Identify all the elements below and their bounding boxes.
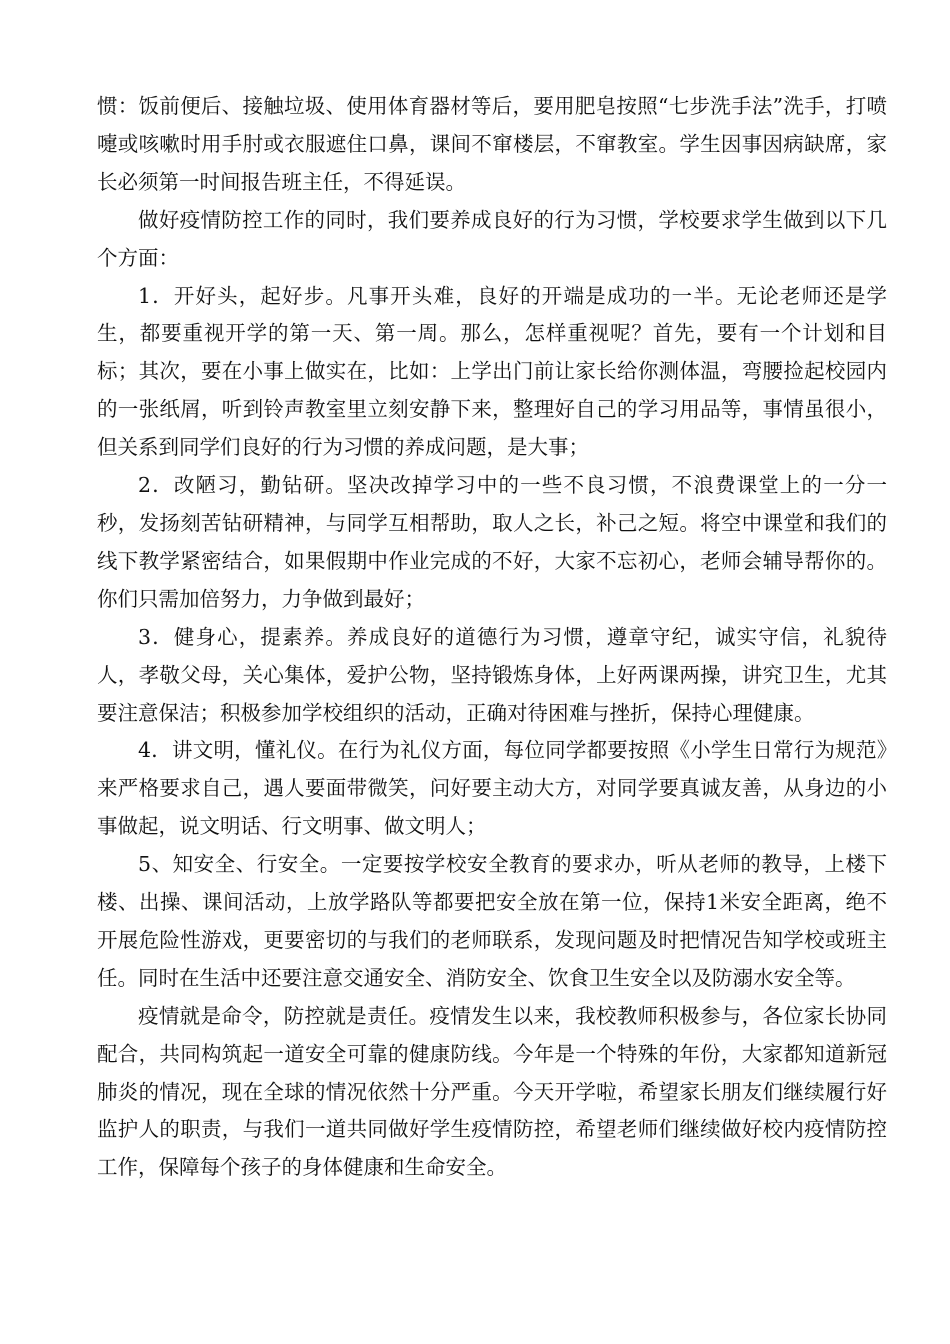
paragraph-item-1-good-start: 1．开好头，起好步。凡事开头难，良好的开端是成功的一半。无论老师还是学生，都要重视开学的第一天、第一周。那么，怎样重视呢？首先，要有一个计划和目标；其次，要在小事上做实在，比如：上学出门前让家长给你测体温，弯腰捡起校园内的一张纸屑，听到铃声教室里立刻安静下来，整理好自己的学习用品等，事情虽很小，但关系到同学们良好的行为习惯的养成问题，是大事； xyxy=(97,283,887,460)
paragraph-item-5-safety: 5、知安全、行安全。一定要按学校安全教育的要求办，听从老师的教导，上楼下楼、出操、课间活动，上放学路队等都要把安全放在第一位，保持1米安全距离，绝不开展危险性游戏，更要密切的与我们的老师联系，发现问题及时把情况告知学校或班主任。同时在生活中还要注意交通安全、消防安全、饮食卫生安全以及防溺水安全等。 xyxy=(97,852,887,990)
paragraph-closing: 疫情就是命令，防控就是责任。疫情发生以来，我校教师积极参与，各位家长协同配合，共同构筑起一道安全可靠的健康防线。今年是一个特殊的年份，大家都知道新冠肺炎的情况，现在全球的情况依然十分严重。今天开学啦，希望家长朋友们继续履行好监护人的职责，与我们一道共同做好学生疫情防控，希望老师们继续做好校内疫情防控工作，保障每个孩子的身体健康和生命安全。 xyxy=(97,1003,887,1180)
paragraph-item-4-etiquette: 4．讲文明，懂礼仪。在行为礼仪方面，每位同学都要按照《小学生日常行为规范》来严格要求自己，遇人要面带微笑，问好要主动大方，对同学要真诚友善，从身边的小事做起，说文明话、行文明事、做文明人； xyxy=(97,738,887,839)
paragraph-hygiene-habits: 惯：饭前便后、接触垃圾、使用体育器材等后，要用肥皂按照“七步洗手法”洗手，打喷嚏或咳嗽时用手肘或衣服遮住口鼻，课间不窜楼层，不窜教室。学生因事因病缺席，家长必须第一时间报告班主任，不得延误。 xyxy=(97,94,887,194)
paragraph-behavior-intro: 做好疫情防控工作的同时，我们要养成良好的行为习惯，学校要求学生做到以下几个方面： xyxy=(97,207,887,270)
paragraph-item-2-study-habits: 2．改陋习，勤钻研。坚决改掉学习中的一些不良习惯，不浪费课堂上的一分一秒，发扬刻苦钻研精神，与同学互相帮助，取人之长，补己之短。将空中课堂和我们的线下教学紧密结合，如果假期中作业完成的不好，大家不忘初心，老师会辅导帮你的。你们只需加倍努力，力争做到最好； xyxy=(97,473,887,611)
paragraph-item-3-body-mind: 3．健身心，提素养。养成良好的道德行为习惯，遵章守纪，诚实守信，礼貌待人，孝敬父母，关心集体，爱护公物，坚持锻炼身体，上好两课两操，讲究卫生，尤其要注意保洁；积极参加学校组织的活动，正确对待困难与挫折，保持心理健康。 xyxy=(97,624,887,725)
document-body xyxy=(97,88,887,1187)
